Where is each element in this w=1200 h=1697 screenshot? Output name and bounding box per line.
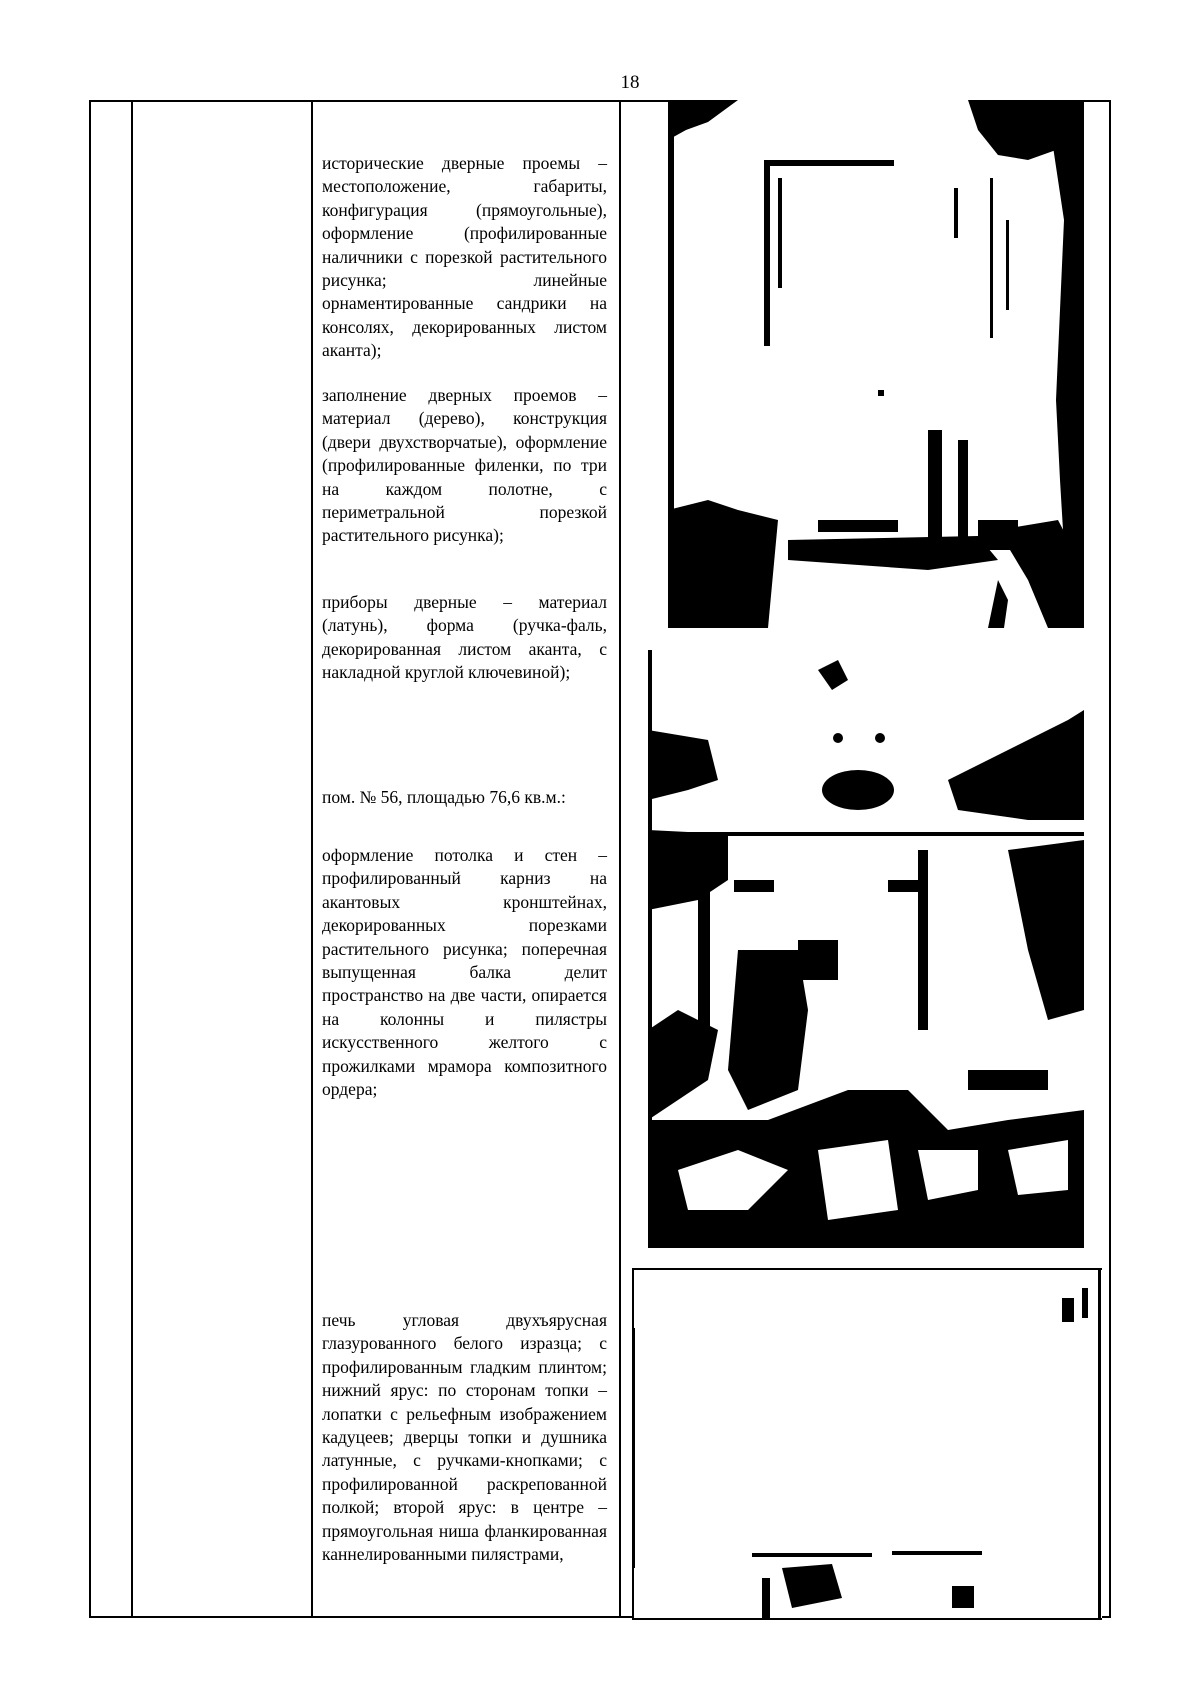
- doorway-photo-icon: [668, 100, 1084, 628]
- text-door-fill: заполнение дверных проемов – материал (дерево), конструкция (двери двухстворчатые), оформление (профилированные филенки, по три на каждом полотне, с периметральной порезкой растительного рисунка);: [322, 385, 607, 546]
- interior-hall-photo-icon: [648, 650, 1084, 1248]
- stove-photo-icon: [632, 1268, 1102, 1620]
- column-divider: [131, 102, 133, 1616]
- page-number: 18: [620, 72, 640, 93]
- photo-stove: [632, 1268, 1102, 1620]
- text-ceiling-walls: оформление потолка и стен – профилированный карниз на акантовых кронштейнах, декорированных порезками растительного рисунка; поперечная выпущенная балка делит пространство на две части, опирается на колонны и пилястры искусственного желтого с прожилками мрамора композитного ордера;: [322, 845, 607, 1100]
- text-stove: печь угловая двухъярусная глазурованного белого изразца; с профилированным гладким плинтом; нижний ярус: по сторонам топки – лопатки с рельефным изображением кадуцеев; дверцы топки и душника латунные, с ручками-кнопками; с профилированной раскрепованной полкой; второй ярус: в центре – прямоугольная ниша фланкированная каннелированными пилястрами,: [322, 1310, 607, 1565]
- text-room-56: пом. № 56, площадью 76,6 кв.м.:: [322, 787, 566, 807]
- column-divider: [311, 102, 313, 1616]
- text-door-hardware: приборы дверные – материал (латунь), форма (ручка-фаль, декорированная листом аканта, с накладной круглой ключевиной);: [322, 592, 607, 683]
- photo-hall: [648, 650, 1084, 1248]
- text-door-openings: исторические дверные проемы – местоположение, габариты, конфигурация (прямоугольные), оформление (профилированные наличники с порезкой растительного рисунка; линейные орнаментированные сандрики на консолях, декорированных листом аканта);: [322, 153, 607, 361]
- photo-corridor: [668, 100, 1084, 628]
- column-divider: [619, 102, 621, 1616]
